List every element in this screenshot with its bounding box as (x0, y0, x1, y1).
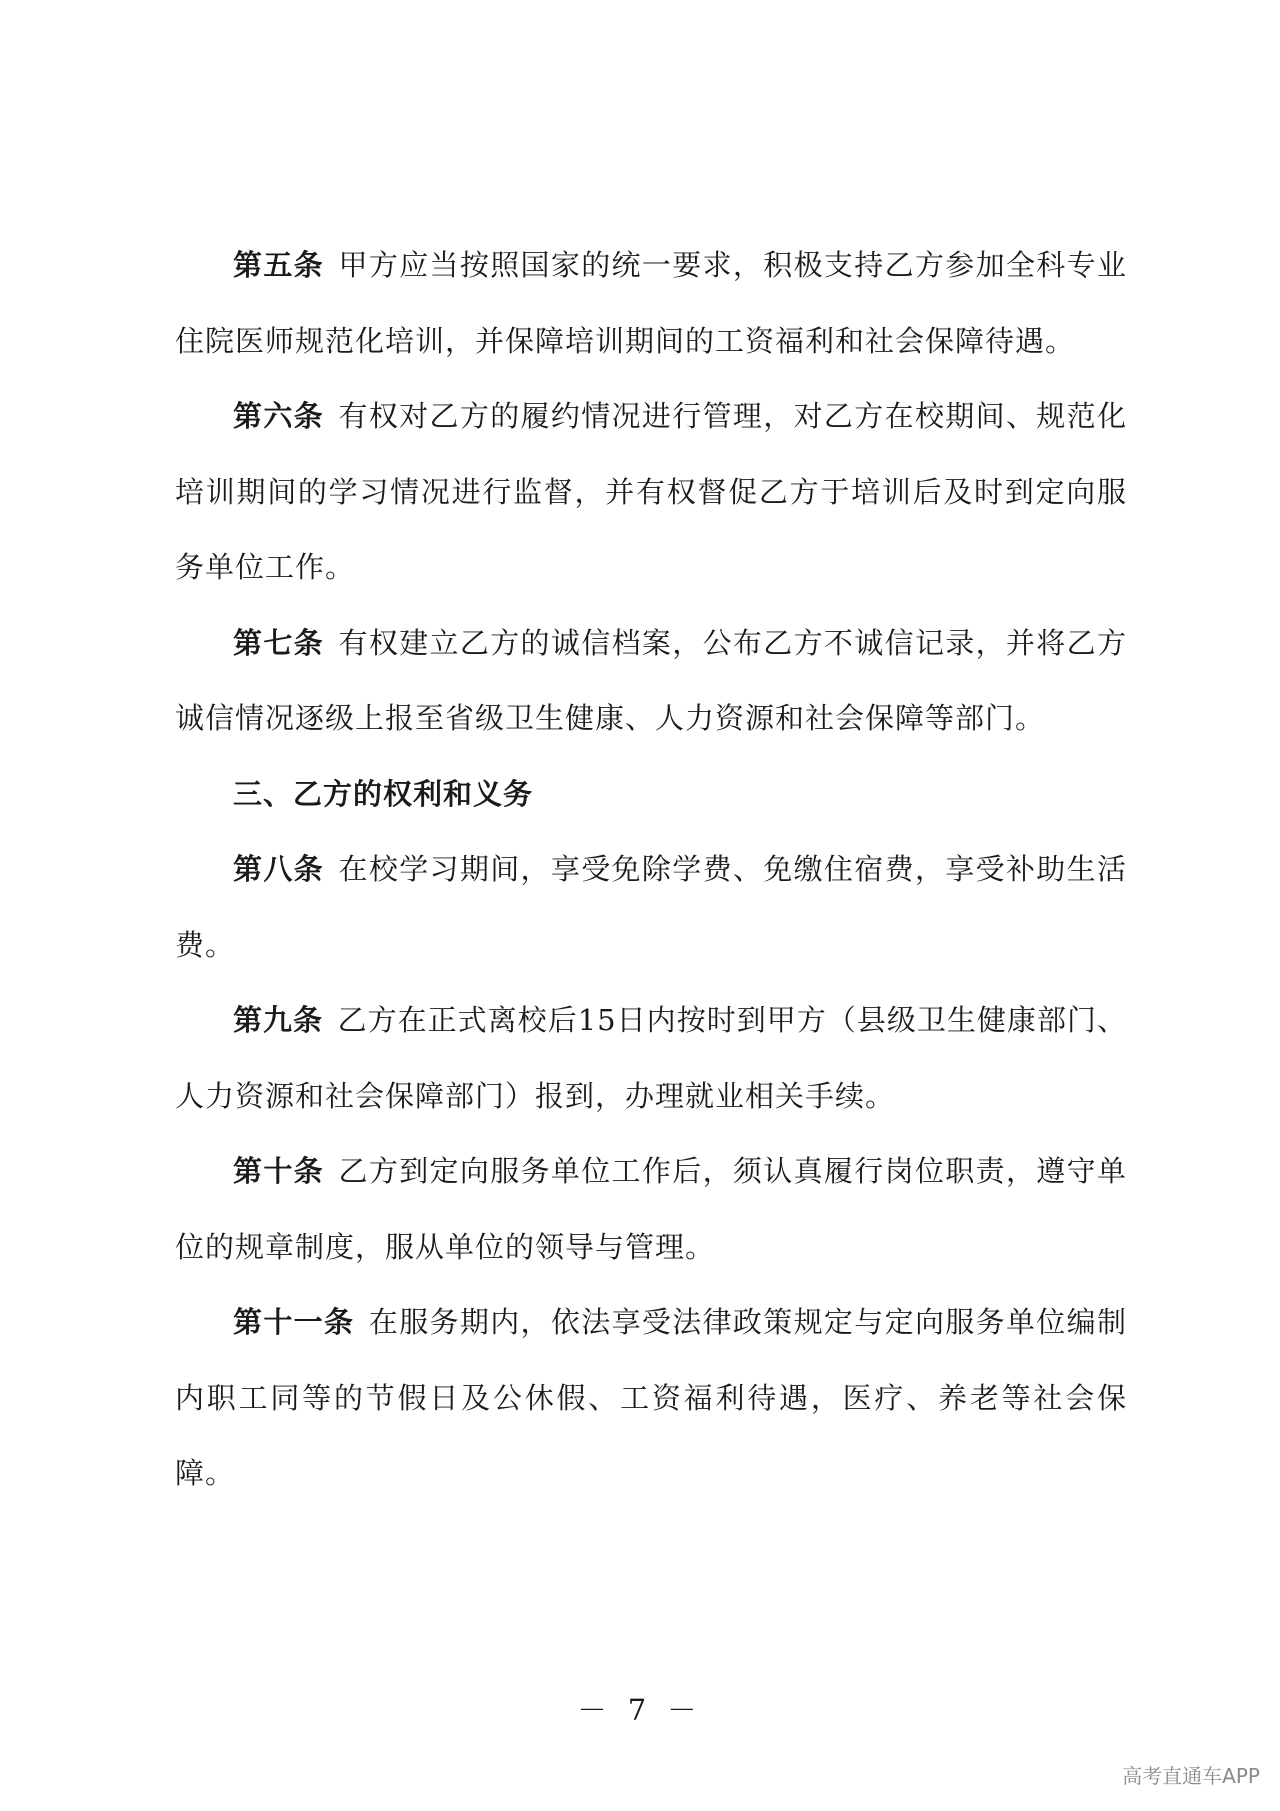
article-6 (175, 379, 1127, 606)
article-text: 甲方应当按照国家的统一要求，积极支持乙方参加全科专业住院医师规范化培训，并保障培训期间的工资福利和社会保障待遇。 (175, 248, 1127, 358)
article-text: 有权对乙方的履约情况进行管理，对乙方在校期间、规范化培训期间的学习情况进行监督，并有权督促乙方于培训后及时到定向服务单位工作。 (175, 399, 1127, 584)
article-10 (175, 1134, 1127, 1285)
article-text: 乙方到定向服务单位工作后，须认真履行岗位职责，遵守单位的规章制度，服从单位的领导与管理。 (175, 1154, 1127, 1264)
article-8 (175, 832, 1127, 983)
article-label: 第六条 (233, 399, 325, 433)
watermark: 高考直通车APP (1122, 1764, 1260, 1788)
article-9 (175, 983, 1127, 1134)
article-label: 第九条 (233, 1003, 324, 1037)
article-label: 第七条 (233, 625, 325, 660)
document-body (175, 228, 1127, 1512)
section-heading: 三、乙方的权利和义务 (233, 776, 534, 811)
article-text: 在服务期内，依法享受法律政策规定与定向服务单位编制内职工同等的节假日及公休假、工资福利待遇，医疗、养老等社会保障。 (175, 1305, 1127, 1490)
article-7 (175, 606, 1127, 757)
article-text: 乙方在正式离校后15日内按时到甲方（县级卫生健康部门、人力资源和社会保障部门）报到，办理就业相关手续。 (175, 1003, 1127, 1113)
article-label: 第十一条 (233, 1305, 355, 1339)
article-text: 在校学习期间，享受免除学费、免缴住宿费，享受补助生活费。 (175, 852, 1127, 962)
article-label: 第八条 (233, 852, 325, 886)
article-label: 第五条 (233, 248, 325, 282)
article-label: 第十条 (233, 1154, 325, 1188)
article-11 (175, 1285, 1127, 1512)
page-number: － 7 － (577, 1693, 703, 1727)
article-5 (175, 228, 1127, 379)
article-text: 有权建立乙方的诚信档案，公布乙方不诚信记录，并将乙方诚信情况逐级上报至省级卫生健康、人力资源和社会保障等部门。 (175, 625, 1127, 735)
